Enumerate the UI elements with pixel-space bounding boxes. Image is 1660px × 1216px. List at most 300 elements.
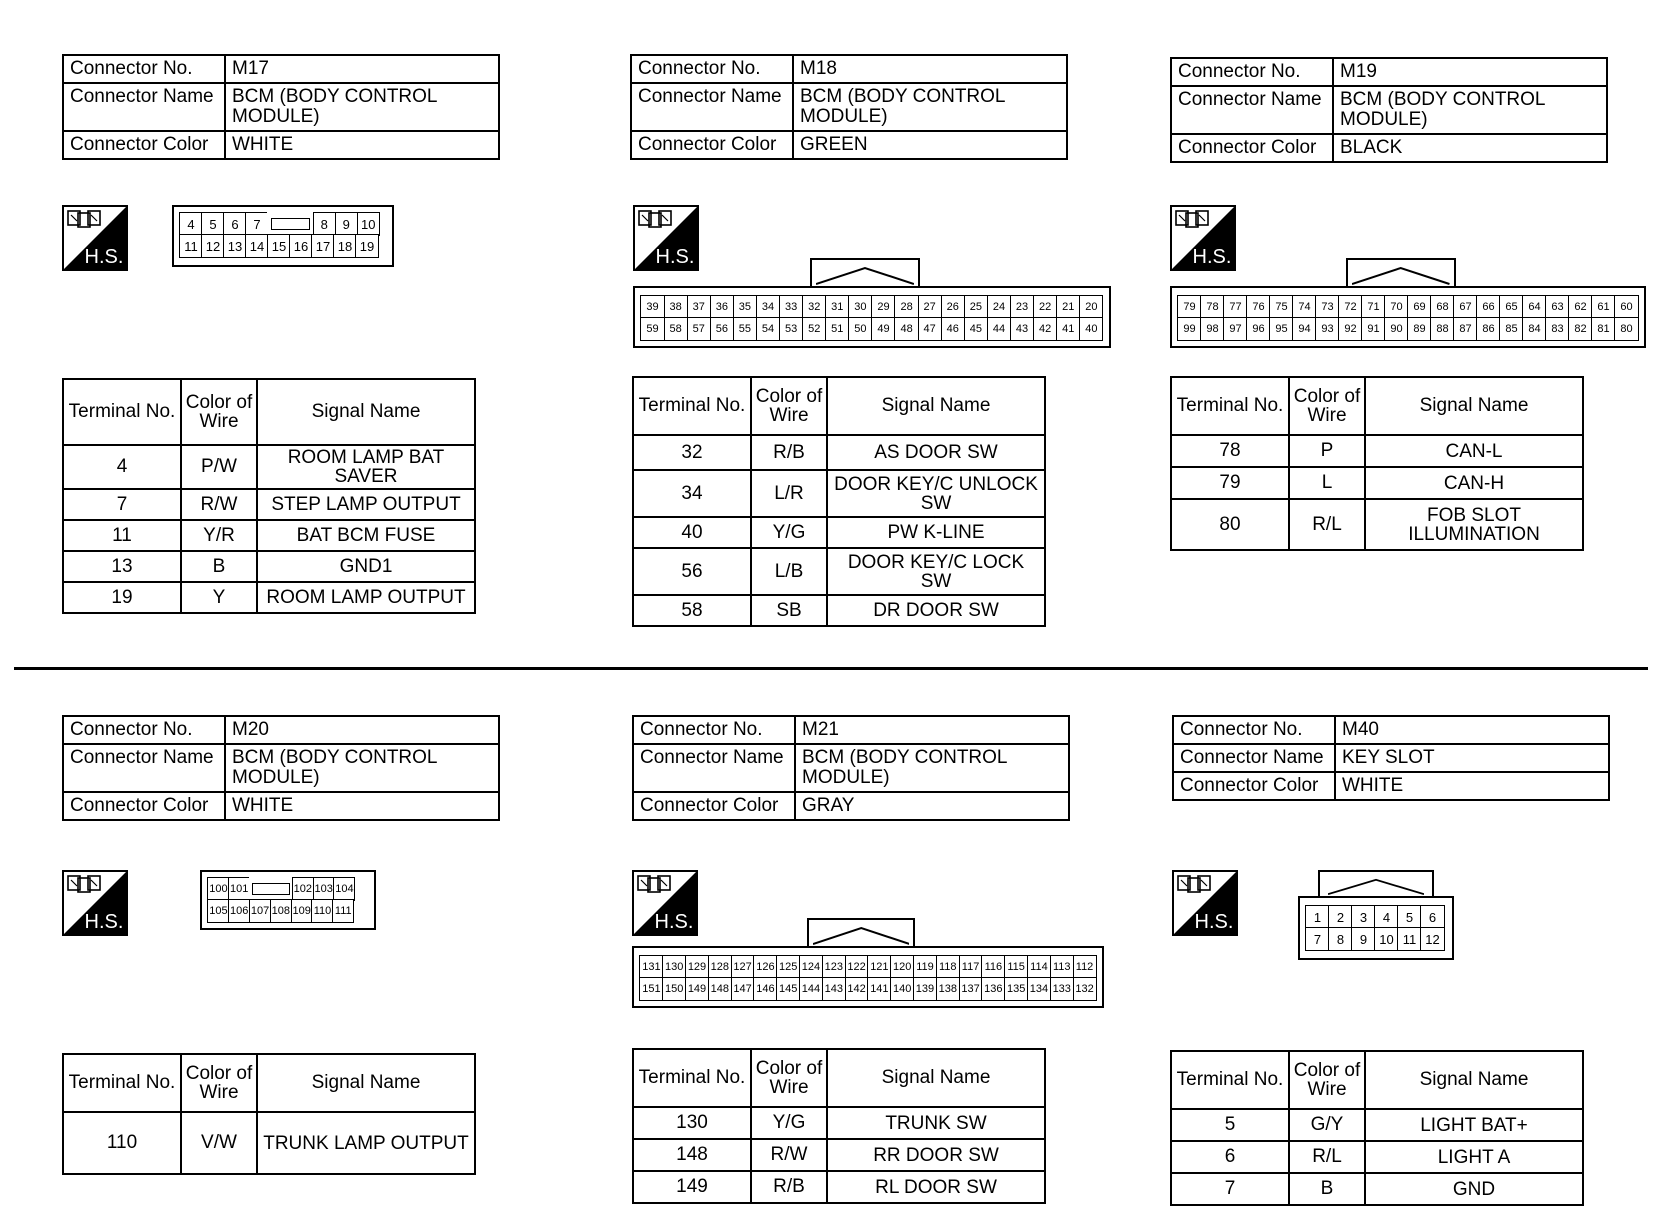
pin: 124 xyxy=(799,955,823,978)
pin: 33 xyxy=(779,295,803,318)
pin: 5 xyxy=(1397,905,1421,928)
pin: 146 xyxy=(753,977,777,1000)
connector-name-label: Connector Name xyxy=(633,744,795,792)
terminal-row xyxy=(63,551,475,582)
pin: 12 xyxy=(1420,927,1444,950)
terminal-no: 79 xyxy=(1171,467,1289,499)
pin: 140 xyxy=(890,977,914,1000)
pin: 114 xyxy=(1027,955,1051,978)
signal-name-header: Signal Name xyxy=(827,1049,1045,1107)
pin: 151 xyxy=(639,977,663,1000)
terminal-no-header: Terminal No. xyxy=(1171,1051,1289,1109)
pin: 84 xyxy=(1522,317,1546,340)
wire-color: P xyxy=(1289,435,1365,467)
pin: 141 xyxy=(867,977,891,1000)
connector-number-row xyxy=(631,55,1067,83)
pin: 110 xyxy=(311,899,333,922)
wire-color-header: Color of Wire xyxy=(1289,1051,1365,1109)
pin: 100 xyxy=(207,877,229,900)
pin-grid xyxy=(180,213,379,257)
hs-label: H.S. xyxy=(1192,246,1232,268)
pin: 99 xyxy=(1177,317,1201,340)
terminal-row xyxy=(63,520,475,551)
terminal-row xyxy=(1171,435,1583,467)
pin: 63 xyxy=(1545,295,1569,318)
pin: 38 xyxy=(664,295,688,318)
connector-name-label: Connector Name xyxy=(631,83,793,131)
connector-number-label: Connector No. xyxy=(633,716,795,744)
pin: 15 xyxy=(267,234,290,257)
pin: 13 xyxy=(223,234,246,257)
connector-name-row xyxy=(631,83,1067,131)
pin: 8 xyxy=(313,212,336,235)
pin: 34 xyxy=(756,295,780,318)
pin: 76 xyxy=(1246,295,1270,318)
signal-name-header: Signal Name xyxy=(1365,1051,1583,1109)
pin: 133 xyxy=(1050,977,1074,1000)
terminal-table xyxy=(1170,1050,1584,1206)
terminal-row xyxy=(63,489,475,520)
connector-name-label: Connector Name xyxy=(63,83,225,131)
signal-name-header: Signal Name xyxy=(827,377,1045,435)
terminal-row xyxy=(1171,1173,1583,1205)
pin: 11 xyxy=(1397,927,1421,950)
pin-grid xyxy=(641,296,1103,340)
signal-name: ROOM LAMP OUTPUT xyxy=(257,582,475,613)
pin: 43 xyxy=(1010,317,1034,340)
latch-marker xyxy=(1328,878,1424,896)
pin: 2 xyxy=(1328,905,1352,928)
connector-number-row xyxy=(63,55,499,83)
pin: 113 xyxy=(1050,955,1074,978)
pin: 7 xyxy=(245,212,268,235)
connector-color-value: WHITE xyxy=(225,792,499,820)
pin: 70 xyxy=(1384,295,1408,318)
signal-name: PW K-LINE xyxy=(827,517,1045,548)
pin: 117 xyxy=(959,955,983,978)
terminal-no: 80 xyxy=(1171,499,1289,550)
connector-info-table xyxy=(1170,57,1608,163)
signal-name: RR DOOR SW xyxy=(827,1139,1045,1171)
pin: 80 xyxy=(1614,317,1638,340)
pin: 48 xyxy=(894,317,918,340)
connector-name-row xyxy=(63,744,499,792)
terminal-table xyxy=(1170,376,1584,551)
signal-name: LIGHT BAT+ xyxy=(1365,1109,1583,1141)
pin: 11 xyxy=(179,234,202,257)
wire-color: R/W xyxy=(751,1139,827,1171)
signal-name: GND1 xyxy=(257,551,475,582)
connector-number-value: M19 xyxy=(1333,58,1607,86)
connector-name-value: BCM (BODY CONTROL MODULE) xyxy=(793,83,1067,131)
connector-number-value: M18 xyxy=(793,55,1067,83)
pin: 92 xyxy=(1338,317,1362,340)
key-slot xyxy=(249,877,293,900)
connector-number-row xyxy=(1173,716,1609,744)
terminal-header-row xyxy=(633,1049,1045,1107)
pin: 22 xyxy=(1033,295,1057,318)
pin: 10 xyxy=(1374,927,1398,950)
terminal-row xyxy=(633,1107,1045,1139)
pin: 74 xyxy=(1292,295,1316,318)
pin: 111 xyxy=(332,899,354,922)
pin: 64 xyxy=(1522,295,1546,318)
pin: 37 xyxy=(687,295,711,318)
connector-color-row xyxy=(1171,134,1607,162)
pin: 4 xyxy=(1374,905,1398,928)
section-divider xyxy=(14,667,1648,670)
pin: 71 xyxy=(1361,295,1385,318)
signal-name: CAN-H xyxy=(1365,467,1583,499)
pin: 138 xyxy=(936,977,960,1000)
pin: 134 xyxy=(1027,977,1051,1000)
latch-marker xyxy=(1352,266,1449,286)
pin: 72 xyxy=(1338,295,1362,318)
pin: 86 xyxy=(1476,317,1500,340)
pin: 148 xyxy=(708,977,732,1000)
pin: 45 xyxy=(964,317,988,340)
pin: 136 xyxy=(981,977,1005,1000)
pin: 18 xyxy=(333,234,356,257)
terminal-no: 130 xyxy=(633,1107,751,1139)
connector-color-value: BLACK xyxy=(1333,134,1607,162)
connector-number-row xyxy=(633,716,1069,744)
pin: 68 xyxy=(1430,295,1454,318)
pin: 20 xyxy=(1079,295,1103,318)
key-mark xyxy=(252,883,289,895)
pin-grid xyxy=(1178,296,1638,340)
signal-name: DR DOOR SW xyxy=(827,595,1045,626)
pin: 56 xyxy=(710,317,734,340)
wire-color-header: Color of Wire xyxy=(751,1049,827,1107)
terminal-row xyxy=(1171,1109,1583,1141)
terminal-header-row xyxy=(1171,1051,1583,1109)
wire-color: V/W xyxy=(181,1112,257,1174)
signal-name-header: Signal Name xyxy=(257,1054,475,1112)
pin: 49 xyxy=(871,317,895,340)
pin: 95 xyxy=(1269,317,1293,340)
connector-color-row xyxy=(633,792,1069,820)
connector-face-m20 xyxy=(200,870,376,930)
terminal-header-row xyxy=(633,377,1045,435)
pin: 77 xyxy=(1223,295,1247,318)
terminal-no: 110 xyxy=(63,1112,181,1174)
pin: 103 xyxy=(313,877,335,900)
connector-name-value: KEY SLOT xyxy=(1335,744,1609,772)
pin: 62 xyxy=(1568,295,1592,318)
pin: 67 xyxy=(1453,295,1477,318)
terminal-row xyxy=(1171,499,1583,550)
terminal-no-header: Terminal No. xyxy=(633,377,751,435)
wire-color: G/Y xyxy=(1289,1109,1365,1141)
connector-color-label: Connector Color xyxy=(63,131,225,159)
pin: 53 xyxy=(779,317,803,340)
connector-number-value: M17 xyxy=(225,55,499,83)
pin: 60 xyxy=(1614,295,1638,318)
connector-number-value: M20 xyxy=(225,716,499,744)
connector-number-label: Connector No. xyxy=(631,55,793,83)
connector-color-row xyxy=(63,792,499,820)
pin: 149 xyxy=(685,977,709,1000)
pin: 79 xyxy=(1177,295,1201,318)
pin: 1 xyxy=(1305,905,1329,928)
pin: 9 xyxy=(335,212,358,235)
terminal-no: 58 xyxy=(633,595,751,626)
pin: 78 xyxy=(1200,295,1224,318)
pin-row xyxy=(208,900,355,922)
signal-name: CAN-L xyxy=(1365,435,1583,467)
connector-color-value: WHITE xyxy=(225,131,499,159)
latch-marker xyxy=(816,266,914,286)
terminal-no: 6 xyxy=(1171,1141,1289,1173)
pin: 85 xyxy=(1499,317,1523,340)
connector-face-m19 xyxy=(1170,258,1646,348)
signal-name: ROOM LAMP BAT SAVER xyxy=(257,445,475,489)
key-slot xyxy=(267,212,313,235)
pin: 129 xyxy=(685,955,709,978)
pin: 51 xyxy=(825,317,849,340)
terminal-no: 11 xyxy=(63,520,181,551)
pin-row xyxy=(180,213,379,235)
pin: 137 xyxy=(959,977,983,1000)
pin: 42 xyxy=(1033,317,1057,340)
pin-row xyxy=(180,235,379,257)
connector-info-table xyxy=(1172,715,1610,801)
terminal-row xyxy=(633,1139,1045,1171)
pin: 36 xyxy=(710,295,734,318)
connector-color-value: GREEN xyxy=(793,131,1067,159)
signal-name: DOOR KEY/C LOCK SW xyxy=(827,548,1045,595)
pin: 145 xyxy=(776,977,800,1000)
pin: 19 xyxy=(355,234,378,257)
pin: 23 xyxy=(1010,295,1034,318)
pin: 132 xyxy=(1073,977,1097,1000)
connector-name-value: BCM (BODY CONTROL MODULE) xyxy=(225,83,499,131)
wire-color: Y xyxy=(181,582,257,613)
connector-name-row xyxy=(633,744,1069,792)
pin: 29 xyxy=(871,295,895,318)
signal-name: AS DOOR SW xyxy=(827,435,1045,470)
pin: 81 xyxy=(1591,317,1615,340)
pin: 102 xyxy=(292,877,314,900)
wire-color: B xyxy=(1289,1173,1365,1205)
connector-name-row xyxy=(63,83,499,131)
terminal-no: 7 xyxy=(1171,1173,1289,1205)
connector-face-m17 xyxy=(172,205,394,267)
pin: 35 xyxy=(733,295,757,318)
hs-label: H.S. xyxy=(654,911,694,933)
pin: 87 xyxy=(1453,317,1477,340)
wire-color-header: Color of Wire xyxy=(181,1054,257,1112)
pin: 41 xyxy=(1056,317,1080,340)
wire-color: R/B xyxy=(751,1171,827,1203)
pin: 69 xyxy=(1407,295,1431,318)
pin: 83 xyxy=(1545,317,1569,340)
wire-color: SB xyxy=(751,595,827,626)
pin: 101 xyxy=(228,877,250,900)
pin: 150 xyxy=(662,977,686,1000)
harness-side-icon xyxy=(62,870,128,936)
pin: 57 xyxy=(687,317,711,340)
wire-color: R/L xyxy=(1289,1141,1365,1173)
pin: 6 xyxy=(223,212,246,235)
pin: 94 xyxy=(1292,317,1316,340)
pin: 91 xyxy=(1361,317,1385,340)
key-mark xyxy=(271,218,310,230)
pin: 46 xyxy=(941,317,965,340)
connector-name-label: Connector Name xyxy=(1171,86,1333,134)
connector-info-table xyxy=(630,54,1068,160)
pin: 44 xyxy=(987,317,1011,340)
connector-info-table xyxy=(62,54,500,160)
connector-color-row xyxy=(63,131,499,159)
pin: 88 xyxy=(1430,317,1454,340)
pin: 30 xyxy=(848,295,872,318)
pin: 89 xyxy=(1407,317,1431,340)
terminal-no: 5 xyxy=(1171,1109,1289,1141)
connector-number-label: Connector No. xyxy=(63,55,225,83)
pin: 24 xyxy=(987,295,1011,318)
connector-color-label: Connector Color xyxy=(1173,772,1335,800)
pin: 147 xyxy=(731,977,755,1000)
connector-number-row xyxy=(1171,58,1607,86)
connector-color-label: Connector Color xyxy=(631,131,793,159)
wire-color: Y/G xyxy=(751,1107,827,1139)
connector-color-label: Connector Color xyxy=(633,792,795,820)
connector-name-value: BCM (BODY CONTROL MODULE) xyxy=(1333,86,1607,134)
terminal-row xyxy=(633,517,1045,548)
harness-side-icon xyxy=(62,205,128,271)
pin: 115 xyxy=(1004,955,1028,978)
pin: 125 xyxy=(776,955,800,978)
pin: 14 xyxy=(245,234,268,257)
terminal-row xyxy=(1171,467,1583,499)
pin: 119 xyxy=(913,955,937,978)
signal-name: BAT BCM FUSE xyxy=(257,520,475,551)
pin: 120 xyxy=(890,955,914,978)
signal-name: RL DOOR SW xyxy=(827,1171,1045,1203)
pin: 12 xyxy=(201,234,224,257)
terminal-no-header: Terminal No. xyxy=(63,1054,181,1112)
terminal-table xyxy=(632,1048,1046,1204)
pin: 47 xyxy=(918,317,942,340)
pin: 112 xyxy=(1073,955,1097,978)
wire-color: R/B xyxy=(751,435,827,470)
pin: 40 xyxy=(1079,317,1103,340)
wire-color: L xyxy=(1289,467,1365,499)
pin: 65 xyxy=(1499,295,1523,318)
connector-name-value: BCM (BODY CONTROL MODULE) xyxy=(795,744,1069,792)
pin: 93 xyxy=(1315,317,1339,340)
pin: 26 xyxy=(941,295,965,318)
pin: 105 xyxy=(207,899,229,922)
terminal-no: 32 xyxy=(633,435,751,470)
connector-name-value: BCM (BODY CONTROL MODULE) xyxy=(225,744,499,792)
connector-color-value: WHITE xyxy=(1335,772,1609,800)
pin: 61 xyxy=(1591,295,1615,318)
connector-face-m40 xyxy=(1298,870,1454,960)
pin: 50 xyxy=(848,317,872,340)
terminal-table xyxy=(632,376,1046,627)
connector-info-table xyxy=(632,715,1070,821)
pin: 121 xyxy=(867,955,891,978)
pin: 118 xyxy=(936,955,960,978)
pin: 16 xyxy=(289,234,312,257)
pin: 97 xyxy=(1223,317,1247,340)
pin: 96 xyxy=(1246,317,1270,340)
pin: 109 xyxy=(291,899,313,922)
terminal-row xyxy=(633,435,1045,470)
wire-color: L/B xyxy=(751,548,827,595)
signal-name: TRUNK SW xyxy=(827,1107,1045,1139)
terminal-no: 40 xyxy=(633,517,751,548)
terminal-no-header: Terminal No. xyxy=(1171,377,1289,435)
pin: 28 xyxy=(894,295,918,318)
pin: 123 xyxy=(822,955,846,978)
connector-number-row xyxy=(63,716,499,744)
wire-color-header: Color of Wire xyxy=(181,379,257,445)
wire-color: Y/R xyxy=(181,520,257,551)
wire-color-header: Color of Wire xyxy=(1289,377,1365,435)
terminal-table xyxy=(62,378,476,614)
signal-name: DOOR KEY/C UNLOCK SW xyxy=(827,470,1045,517)
pin: 139 xyxy=(913,977,937,1000)
pin: 106 xyxy=(228,899,250,922)
pin: 25 xyxy=(964,295,988,318)
connector-number-label: Connector No. xyxy=(1171,58,1333,86)
pin: 31 xyxy=(825,295,849,318)
pin: 6 xyxy=(1420,905,1444,928)
pin: 58 xyxy=(664,317,688,340)
pin: 122 xyxy=(845,955,869,978)
terminal-row xyxy=(1171,1141,1583,1173)
pin: 27 xyxy=(918,295,942,318)
pin: 128 xyxy=(708,955,732,978)
pin-row xyxy=(208,878,355,900)
pin: 21 xyxy=(1056,295,1080,318)
hs-label: H.S. xyxy=(84,246,124,268)
connector-number-label: Connector No. xyxy=(1173,716,1335,744)
terminal-row xyxy=(633,470,1045,517)
connector-name-row xyxy=(1171,86,1607,134)
wire-color: P/W xyxy=(181,445,257,489)
terminal-no: 56 xyxy=(633,548,751,595)
pin: 98 xyxy=(1200,317,1224,340)
pin: 3 xyxy=(1351,905,1375,928)
terminal-no: 7 xyxy=(63,489,181,520)
pin-grid xyxy=(640,956,1096,1000)
connector-name-row xyxy=(1173,744,1609,772)
pin: 10 xyxy=(357,212,380,235)
pin: 54 xyxy=(756,317,780,340)
signal-name: FOB SLOT ILLUMINATION xyxy=(1365,499,1583,550)
pin: 126 xyxy=(753,955,777,978)
pin: 135 xyxy=(1004,977,1028,1000)
connector-color-row xyxy=(1173,772,1609,800)
pin: 107 xyxy=(249,899,271,922)
pin: 82 xyxy=(1568,317,1592,340)
pin: 143 xyxy=(822,977,846,1000)
pin: 127 xyxy=(731,955,755,978)
pin: 52 xyxy=(802,317,826,340)
connector-name-label: Connector Name xyxy=(1173,744,1335,772)
terminal-table xyxy=(62,1053,476,1175)
hs-label: H.S. xyxy=(1194,911,1234,933)
wire-color: R/W xyxy=(181,489,257,520)
terminal-row xyxy=(633,1171,1045,1203)
terminal-no: 78 xyxy=(1171,435,1289,467)
pin-grid xyxy=(208,878,355,922)
